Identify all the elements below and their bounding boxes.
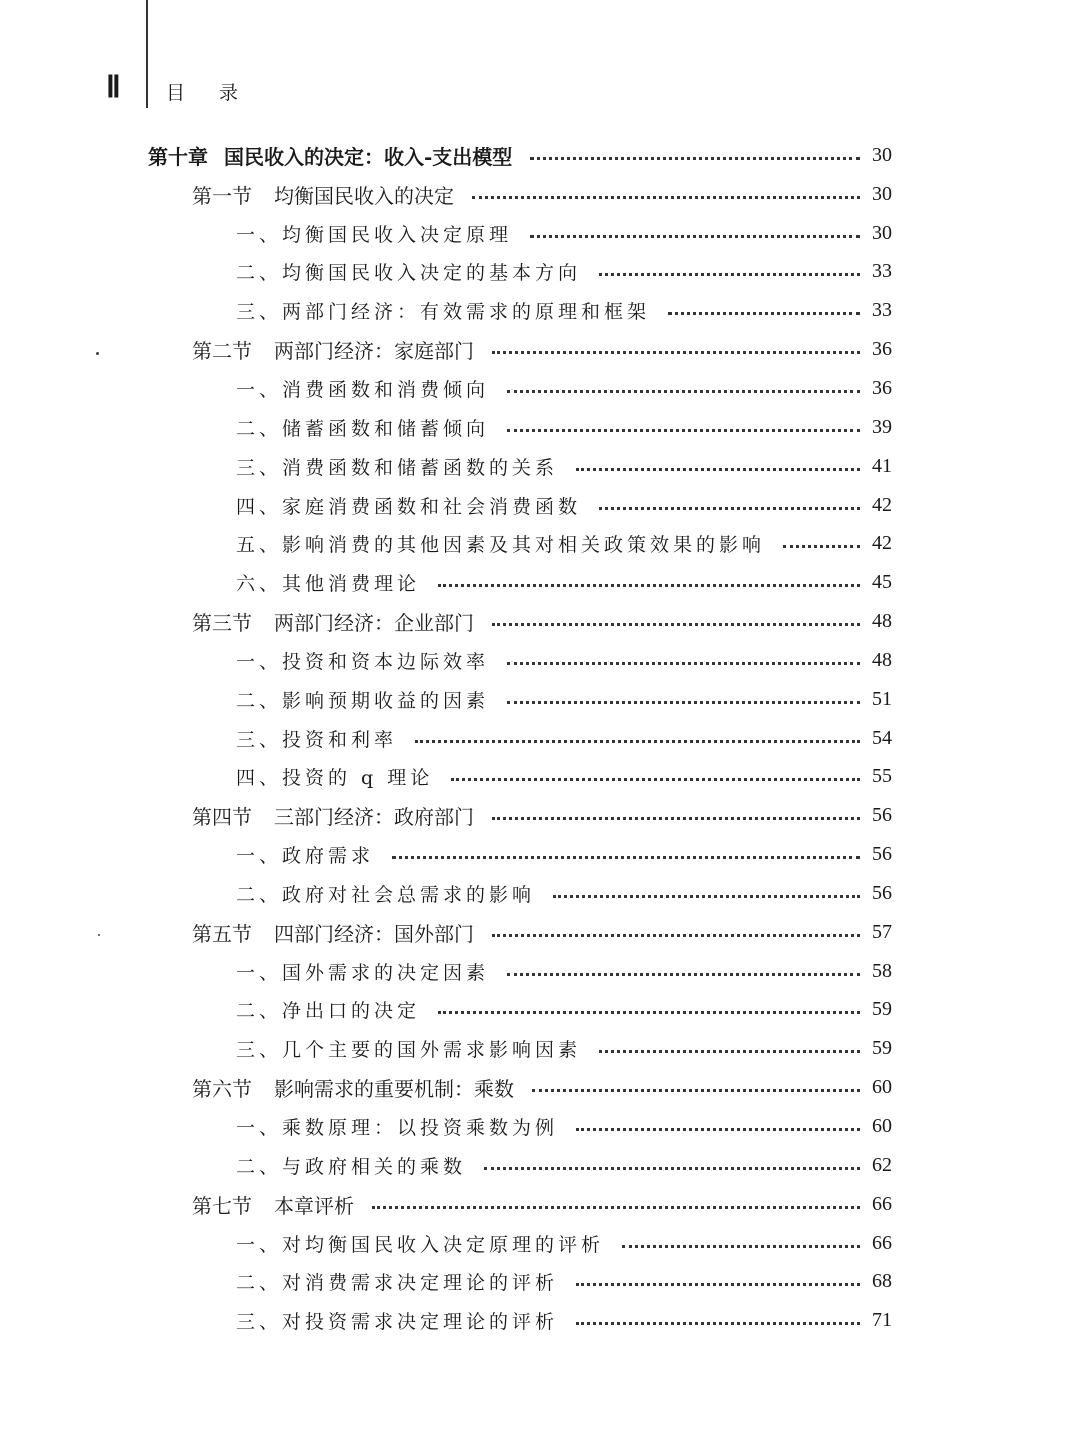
toc-entry-label: [236, 220, 520, 247]
toc-entry-label: [148, 141, 520, 170]
toc-entry-title: 一、政府需求: [236, 845, 375, 868]
header-title-char: 目: [166, 82, 186, 104]
dot-leader: [438, 584, 860, 587]
toc-item-row: [0, 991, 1080, 1030]
toc-entry-label: [192, 1190, 362, 1219]
toc-entry-title: 四部门经济：国外部门: [274, 921, 474, 946]
toc-section-row: [0, 330, 1080, 369]
toc-section-row: [0, 796, 1080, 835]
toc-item-row: [0, 1224, 1080, 1263]
dot-leader: [530, 157, 860, 160]
toc-page-number: 30: [872, 182, 892, 205]
toc-entry-label: [236, 492, 589, 519]
toc-section-row: [0, 913, 1080, 952]
toc-page-number: 56: [872, 881, 892, 904]
toc-page-number: 71: [872, 1309, 892, 1332]
toc-entry-label: [236, 569, 428, 596]
dot-leader: [492, 817, 860, 820]
toc-item-row: [0, 447, 1080, 486]
toc-entry-label: [236, 841, 382, 868]
toc-entry-title: 一、均衡国民收入决定原理: [236, 223, 513, 246]
toc-page-number: 36: [872, 376, 892, 399]
page-number: Ⅱ: [106, 71, 119, 104]
toc-item-row: [0, 680, 1080, 719]
toc-entry-title: 两部门经济：企业部门: [274, 611, 474, 636]
toc-entry-label: [192, 607, 482, 636]
dot-leader: [507, 973, 860, 976]
toc-entry-label: [236, 1268, 566, 1295]
toc-page-number: 45: [872, 571, 892, 594]
toc-entry-title: 三、投资和利率: [236, 728, 398, 751]
toc-entry-title: 二、对消费需求决定理论的评析: [236, 1272, 559, 1295]
header-divider: [146, 0, 148, 108]
toc-entry-title: 本章评析: [274, 1193, 354, 1218]
toc-entry-label: [236, 1307, 566, 1334]
dot-leader: [553, 895, 860, 898]
toc-entry-title: 一、对均衡国民收入决定原理的评析: [236, 1233, 605, 1256]
toc-entry-title: 二、净出口的决定: [236, 1000, 421, 1023]
toc-entry-title: 二、均衡国民收入决定的基本方向: [236, 262, 582, 285]
toc-page-number: 39: [872, 415, 892, 438]
toc-entry-title: 二、储蓄函数和储蓄倾向: [236, 417, 490, 440]
toc-item-row: [0, 563, 1080, 602]
toc-page-number: 30: [872, 143, 892, 166]
toc-entry-title: 五、影响消费的其他因素及其对相关政策效果的影响: [236, 534, 766, 557]
toc-entry-label: [236, 297, 658, 324]
toc-page-number: 59: [872, 998, 892, 1021]
table-of-contents: [0, 136, 1080, 1340]
toc-item-row: [0, 369, 1080, 408]
dot-leader: [532, 1089, 860, 1092]
toc-item-row: [0, 253, 1080, 292]
toc-entry-number: 第三节: [192, 611, 252, 636]
toc-entry-title: 三、消费函数和储蓄函数的关系: [236, 456, 559, 479]
dot-leader: [668, 312, 860, 315]
toc-page-number: 58: [872, 959, 892, 982]
toc-entry-label: [236, 880, 543, 907]
toc-entry-label: [236, 1113, 566, 1140]
toc-page-number: 36: [872, 338, 892, 361]
print-speck: [98, 934, 100, 936]
toc-page-number: 48: [872, 610, 892, 633]
dot-leader: [507, 390, 860, 393]
toc-item-row: [0, 408, 1080, 447]
toc-page-number: 60: [872, 1115, 892, 1138]
toc-item-row: [0, 1301, 1080, 1340]
toc-entry-title: 国民收入的决定：收入-支出模型: [224, 144, 513, 169]
toc-entry-number: 第一节: [192, 183, 252, 208]
toc-page-number: 56: [872, 804, 892, 827]
dot-leader: [783, 545, 860, 548]
toc-page-number: 56: [872, 843, 892, 866]
toc-page-number: 66: [872, 1231, 892, 1254]
toc-entry-title: 三部门经济：政府部门: [274, 805, 474, 830]
toc-entry-label: [236, 686, 497, 713]
dot-leader: [507, 662, 860, 665]
toc-item-row: [0, 214, 1080, 253]
toc-entry-title: 一、乘数原理：以投资乘数为例: [236, 1117, 559, 1140]
toc-page-number: 33: [872, 260, 892, 283]
dot-leader: [438, 1011, 860, 1014]
dot-leader: [507, 701, 860, 704]
toc-entry-number: 第四节: [192, 805, 252, 830]
toc-entry-label: [236, 258, 589, 285]
toc-entry-number: 第七节: [192, 1193, 252, 1218]
toc-page-number: 55: [872, 765, 892, 788]
toc-page-number: 42: [872, 493, 892, 516]
toc-page-number: 68: [872, 1270, 892, 1293]
toc-item-row: [0, 1262, 1080, 1301]
toc-page-number: 54: [872, 726, 892, 749]
toc-page-number: 42: [872, 532, 892, 555]
toc-entry-title: 三、对投资需求决定理论的评析: [236, 1311, 559, 1334]
dot-leader: [576, 1283, 860, 1286]
dot-leader: [451, 778, 860, 781]
toc-entry-title: 二、影响预期收益的因素: [236, 689, 490, 712]
toc-entry-title: 一、消费函数和消费倾向: [236, 378, 490, 401]
toc-entry-number: 第十章: [148, 144, 208, 169]
toc-entry-label: [236, 725, 405, 752]
dot-leader: [599, 1050, 860, 1053]
toc-page-number: 59: [872, 1037, 892, 1060]
dot-leader: [622, 1245, 860, 1248]
toc-entry-label: [192, 335, 482, 364]
toc-entry-label: [192, 180, 462, 209]
toc-entry-label: [192, 1073, 522, 1102]
toc-entry-title: 四、投资的 q 理论: [236, 767, 434, 790]
toc-page-number: 33: [872, 299, 892, 322]
toc-entry-number: 第五节: [192, 921, 252, 946]
toc-section-row: [0, 175, 1080, 214]
dot-leader: [599, 273, 860, 276]
dot-leader: [492, 623, 860, 626]
toc-item-row: [0, 1146, 1080, 1185]
dot-leader: [492, 351, 860, 354]
dot-leader: [392, 856, 860, 859]
toc-item-row: [0, 719, 1080, 758]
toc-item-row: [0, 291, 1080, 330]
toc-entry-title: 均衡国民收入的决定: [274, 183, 454, 208]
dot-leader: [415, 740, 860, 743]
toc-entry-label: [192, 801, 482, 830]
toc-entry-title: 四、家庭消费函数和社会消费函数: [236, 495, 582, 518]
toc-entry-title: 两部门经济：家庭部门: [274, 339, 474, 364]
toc-entry-title: 一、投资和资本边际效率: [236, 650, 490, 673]
dot-leader: [576, 1128, 860, 1131]
toc-entry-number: 第二节: [192, 339, 252, 364]
toc-entry-label: [236, 375, 497, 402]
dot-leader: [576, 468, 860, 471]
toc-item-row: [0, 835, 1080, 874]
toc-entry-title: 一、国外需求的决定因素: [236, 961, 490, 984]
dot-leader: [492, 934, 860, 937]
toc-entry-title: 三、两部门经济：有效需求的原理和框架: [236, 301, 651, 324]
toc-page-number: 48: [872, 648, 892, 671]
dot-leader: [372, 1206, 860, 1209]
toc-item-row: [0, 758, 1080, 797]
print-speck: [96, 352, 99, 355]
toc-entry-label: [236, 958, 497, 985]
toc-section-row: [0, 602, 1080, 641]
toc-entry-label: [236, 1035, 589, 1062]
toc-page-number: 30: [872, 221, 892, 244]
header-title-char: 录: [219, 82, 239, 104]
toc-page-number: 41: [872, 454, 892, 477]
toc-entry-label: [236, 763, 441, 790]
page-header: [0, 0, 1080, 120]
toc-page-number: 62: [872, 1153, 892, 1176]
toc-entry-title: 影响需求的重要机制：乘数: [274, 1077, 514, 1102]
toc-item-row: [0, 486, 1080, 525]
toc-page-number: 57: [872, 920, 892, 943]
toc-entry-label: [192, 918, 482, 947]
toc-item-row: [0, 874, 1080, 913]
toc-entry-label: [236, 414, 497, 441]
toc-page-number: 51: [872, 687, 892, 710]
toc-entry-label: [236, 996, 428, 1023]
toc-entry-title: 六、其他消费理论: [236, 573, 421, 596]
toc-item-row: [0, 641, 1080, 680]
toc-page-number: 66: [872, 1192, 892, 1215]
toc-chapter-row: [0, 136, 1080, 175]
toc-entry-label: [236, 453, 566, 480]
toc-item-row: [0, 1029, 1080, 1068]
toc-entry-label: [236, 1152, 474, 1179]
header-title: [166, 78, 272, 105]
dot-leader: [599, 507, 860, 510]
dot-leader: [484, 1167, 860, 1170]
toc-entry-title: 二、与政府相关的乘数: [236, 1155, 467, 1178]
toc-item-row: [0, 1107, 1080, 1146]
toc-section-row: [0, 1068, 1080, 1107]
toc-entry-label: [236, 1230, 612, 1257]
toc-entry-title: 二、政府对社会总需求的影响: [236, 883, 536, 906]
dot-leader: [472, 196, 860, 199]
toc-section-row: [0, 1185, 1080, 1224]
toc-entry-label: [236, 530, 773, 557]
toc-entry-title: 三、几个主要的国外需求影响因素: [236, 1039, 582, 1062]
dot-leader: [530, 235, 860, 238]
toc-item-row: [0, 952, 1080, 991]
toc-entry-number: 第六节: [192, 1077, 252, 1102]
dot-leader: [507, 429, 860, 432]
dot-leader: [576, 1322, 860, 1325]
toc-item-row: [0, 524, 1080, 563]
toc-page-number: 60: [872, 1076, 892, 1099]
toc-entry-label: [236, 647, 497, 674]
